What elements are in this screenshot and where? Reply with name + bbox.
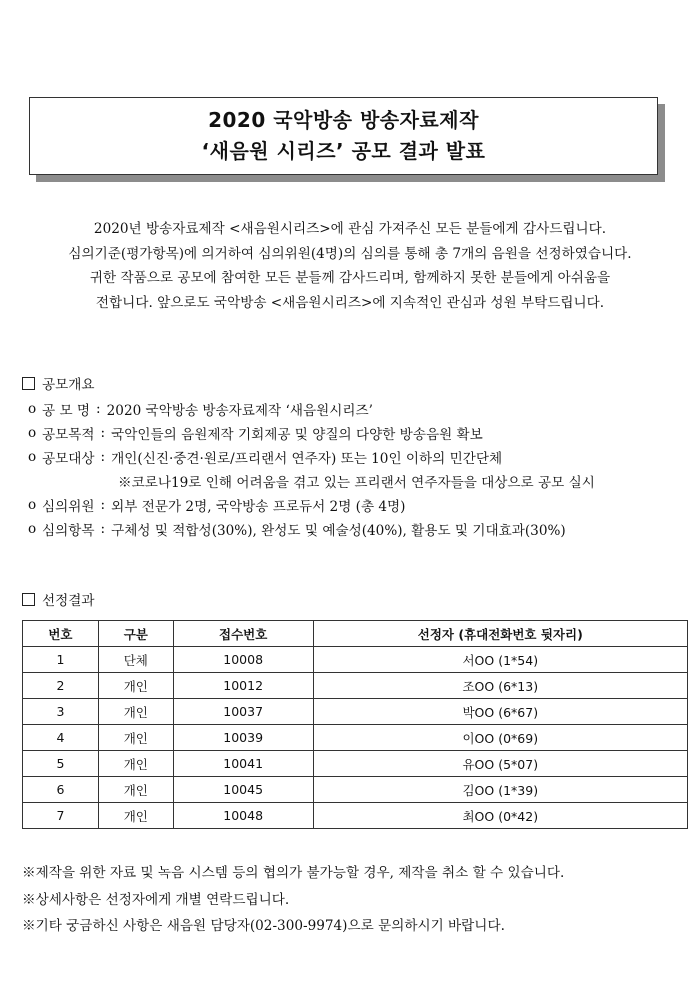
table-cell: 최OO (0*42)	[313, 803, 687, 829]
table-cell: 4	[23, 725, 99, 751]
intro-paragraph	[10, 217, 690, 316]
title-line-1: 2020 국악방송 방송자료제작	[208, 108, 479, 132]
results-table	[22, 620, 688, 829]
table-cell: 5	[23, 751, 99, 777]
intro-line: 전합니다. 앞으로도 국악방송 <새음원시리즈>에 지속적인 관심과 성원 부탁드립니다.	[95, 295, 605, 312]
overview-label: 공모목적	[42, 427, 95, 443]
table-cell: 10037	[173, 699, 313, 725]
table-cell: 조OO (6*13)	[313, 673, 687, 699]
table-cell: 이OO (0*69)	[313, 725, 687, 751]
overview-note: ※코로나19로 인해 어려움을 겪고 있는 프리랜서 연주자들을 대상으로 공모 실시	[118, 475, 595, 491]
colon: :	[96, 401, 101, 417]
intro-line: 2020년 방송자료제작 <새음원시리즈>에 관심 가져주신 모든 분들에게 감사드립니다.	[93, 221, 607, 237]
overview-item-target	[22, 445, 595, 469]
overview-heading-text: 공모개요	[42, 377, 95, 393]
table-cell: 2	[23, 673, 99, 699]
table-cell: 개인	[98, 751, 173, 777]
table-cell: 개인	[98, 803, 173, 829]
bullet: o	[28, 521, 37, 537]
overview-label: 심의위원	[42, 499, 95, 515]
table-row	[23, 725, 688, 751]
table-cell: 단체	[98, 647, 173, 673]
bullet: o	[28, 401, 37, 417]
table-row	[23, 699, 688, 725]
table-row	[23, 673, 688, 699]
table-cell: 10045	[173, 777, 313, 803]
table-row	[23, 803, 688, 829]
footer-note: ※제작을 위한 자료 및 녹음 시스템 등의 협의가 불가능할 경우, 제작을 취소 할 수 있습니다.	[22, 865, 565, 881]
colon: :	[100, 521, 106, 537]
overview-section	[22, 372, 595, 541]
table-cell: 3	[23, 699, 99, 725]
table-cell: 10041	[173, 751, 313, 777]
title-box	[29, 97, 658, 175]
overview-value: 2020 국악방송 방송자료제작 ‘새음원시리즈’	[106, 403, 373, 419]
overview-item-name	[22, 397, 595, 421]
table-cell: 7	[23, 803, 99, 829]
table-row	[23, 751, 688, 777]
overview-value: 구체성 및 적합성(30%), 완성도 및 예술성(40%), 활용도 및 기대효과(30%)	[111, 523, 566, 539]
bullet: o	[28, 425, 37, 441]
overview-label: 심의항목	[42, 523, 95, 539]
overview-value: 개인(신진·중견·원로/프리랜서 연주자) 또는 10인 이하의 민간단체	[111, 451, 503, 467]
table-row	[23, 777, 688, 803]
results-heading-text: 선정결과	[42, 593, 95, 609]
table-cell: 10012	[173, 673, 313, 699]
footer-note: ※기타 궁금하신 사항은 새음원 담당자(02-300-9974)으로 문의하시기 바랍니다.	[22, 918, 505, 934]
bullet: o	[28, 497, 37, 513]
table-cell: 6	[23, 777, 99, 803]
column-header: 번호	[23, 621, 99, 647]
table-cell: 개인	[98, 777, 173, 803]
overview-list	[22, 397, 595, 541]
table-cell: 개인	[98, 725, 173, 751]
overview-label: 공 모 명	[42, 403, 91, 419]
bullet: o	[28, 449, 37, 465]
table-header-row	[23, 621, 688, 647]
column-header: 선정자 (휴대전화번호 뒷자리)	[313, 621, 687, 647]
overview-heading	[22, 372, 595, 394]
table-cell: 10048	[173, 803, 313, 829]
table-cell: 10039	[173, 725, 313, 751]
title-line-2: ‘새음원 시리즈’ 공모 결과 발표	[201, 139, 486, 163]
column-header: 접수번호	[173, 621, 313, 647]
checkbox-square-icon	[22, 377, 35, 390]
footer-note: ※상세사항은 선정자에게 개별 연락드립니다.	[22, 891, 290, 908]
table-cell: 1	[23, 647, 99, 673]
table-cell: 개인	[98, 699, 173, 725]
checkbox-square-icon	[22, 593, 35, 606]
table-cell: 서OO (1*54)	[313, 647, 687, 673]
table-cell: 김OO (1*39)	[313, 777, 687, 803]
colon: :	[100, 497, 106, 513]
table-row	[23, 647, 688, 673]
overview-label: 공모대상	[42, 451, 95, 467]
column-header: 구분	[98, 621, 173, 647]
overview-item-criteria	[22, 517, 595, 541]
overview-item-purpose	[22, 421, 595, 445]
colon: :	[100, 449, 106, 465]
intro-line: 귀한 작품으로 공모에 참여한 모든 분들께 감사드리며, 함께하지 못한 분들에게 아쉬움을	[89, 270, 611, 287]
overview-value: 국악인들의 음원제작 기회제공 및 양질의 다양한 방송음원 확보	[111, 427, 483, 443]
table-cell: 박OO (6*67)	[313, 699, 687, 725]
footer-notes	[22, 860, 692, 940]
table-cell: 유OO (5*07)	[313, 751, 687, 777]
colon: :	[100, 425, 106, 441]
intro-line: 심의기준(평가항목)에 의거하여 심의위원(4명)의 심의를 통해 총 7개의 음원을 선정하였습니다.	[68, 245, 632, 262]
table-cell: 10008	[173, 647, 313, 673]
overview-value: 외부 전문가 2명, 국악방송 프로듀서 2명 (총 4명)	[111, 499, 406, 515]
overview-item-judges	[22, 493, 595, 517]
results-heading	[22, 588, 95, 610]
results-section	[22, 588, 95, 610]
table-cell: 개인	[98, 673, 173, 699]
